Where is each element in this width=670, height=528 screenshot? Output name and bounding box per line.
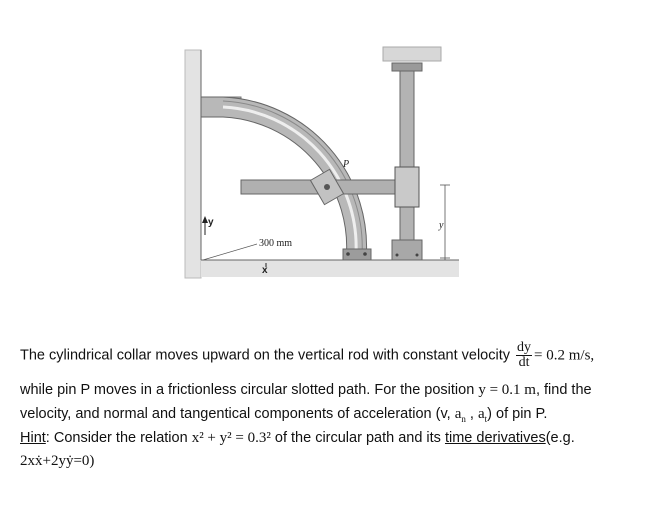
left-wall: [185, 50, 201, 278]
line4-middle: of the circular path and its: [274, 430, 441, 446]
line3-text: velocity, and normal and tangentical components of acceleration (v,: [20, 406, 451, 422]
hint-label: Hint: [20, 430, 46, 446]
fraction-numerator: dy: [517, 340, 532, 355]
time-derivatives-link[interactable]: time derivatives: [444, 430, 546, 446]
radius-label: 300 mm: [259, 238, 293, 249]
ceiling-block: [383, 47, 441, 61]
line4-text: : Consider the relation: [45, 430, 188, 446]
problem-line-1: [20, 341, 594, 370]
y-axis-label: y: [208, 217, 214, 228]
line4-tail: (e.g.: [545, 430, 575, 446]
line2-text: while pin P moves in a frictionless circular slotted path. For the position: [20, 382, 475, 398]
problem-line-4: [20, 429, 575, 447]
line1-text: The cylindrical collar moves upward on the vertical rod with constant velocity: [20, 347, 510, 364]
problem-line-3: velocity, and normal and tangentical components of acceleration (v, $a_n$ , $a_t$) of pin P.: [20, 406, 548, 424]
derivative-example: 2xẋ+2yẏ=0): [20, 453, 95, 469]
pin-p: [324, 184, 330, 190]
an-symbol: $a_n$: [454, 406, 466, 424]
problem-line-5: [20, 452, 94, 470]
y-dimension-label: y: [439, 220, 444, 231]
dy-dt-fraction: [516, 341, 532, 370]
line3-tail: ) of pin P.: [487, 406, 548, 422]
at-symbol: $a_t$: [477, 406, 488, 424]
position-value: y = 0.1 m: [478, 382, 536, 398]
problem-line-2: [20, 381, 592, 399]
velocity-value: = 0.2 m/s,: [534, 347, 595, 364]
line2-tail: , find the: [535, 382, 592, 398]
pin-label: P: [343, 159, 350, 170]
collar: [395, 167, 419, 207]
floor: [201, 260, 459, 277]
mechanism-figure: [183, 45, 463, 280]
vertical-rod: [400, 65, 414, 250]
fraction-denominator: dt: [518, 355, 530, 370]
circle-equation: x² + y² = 0.3²: [191, 430, 271, 446]
circular-slotted-path: [201, 97, 367, 260]
x-axis-label: x: [262, 265, 268, 276]
